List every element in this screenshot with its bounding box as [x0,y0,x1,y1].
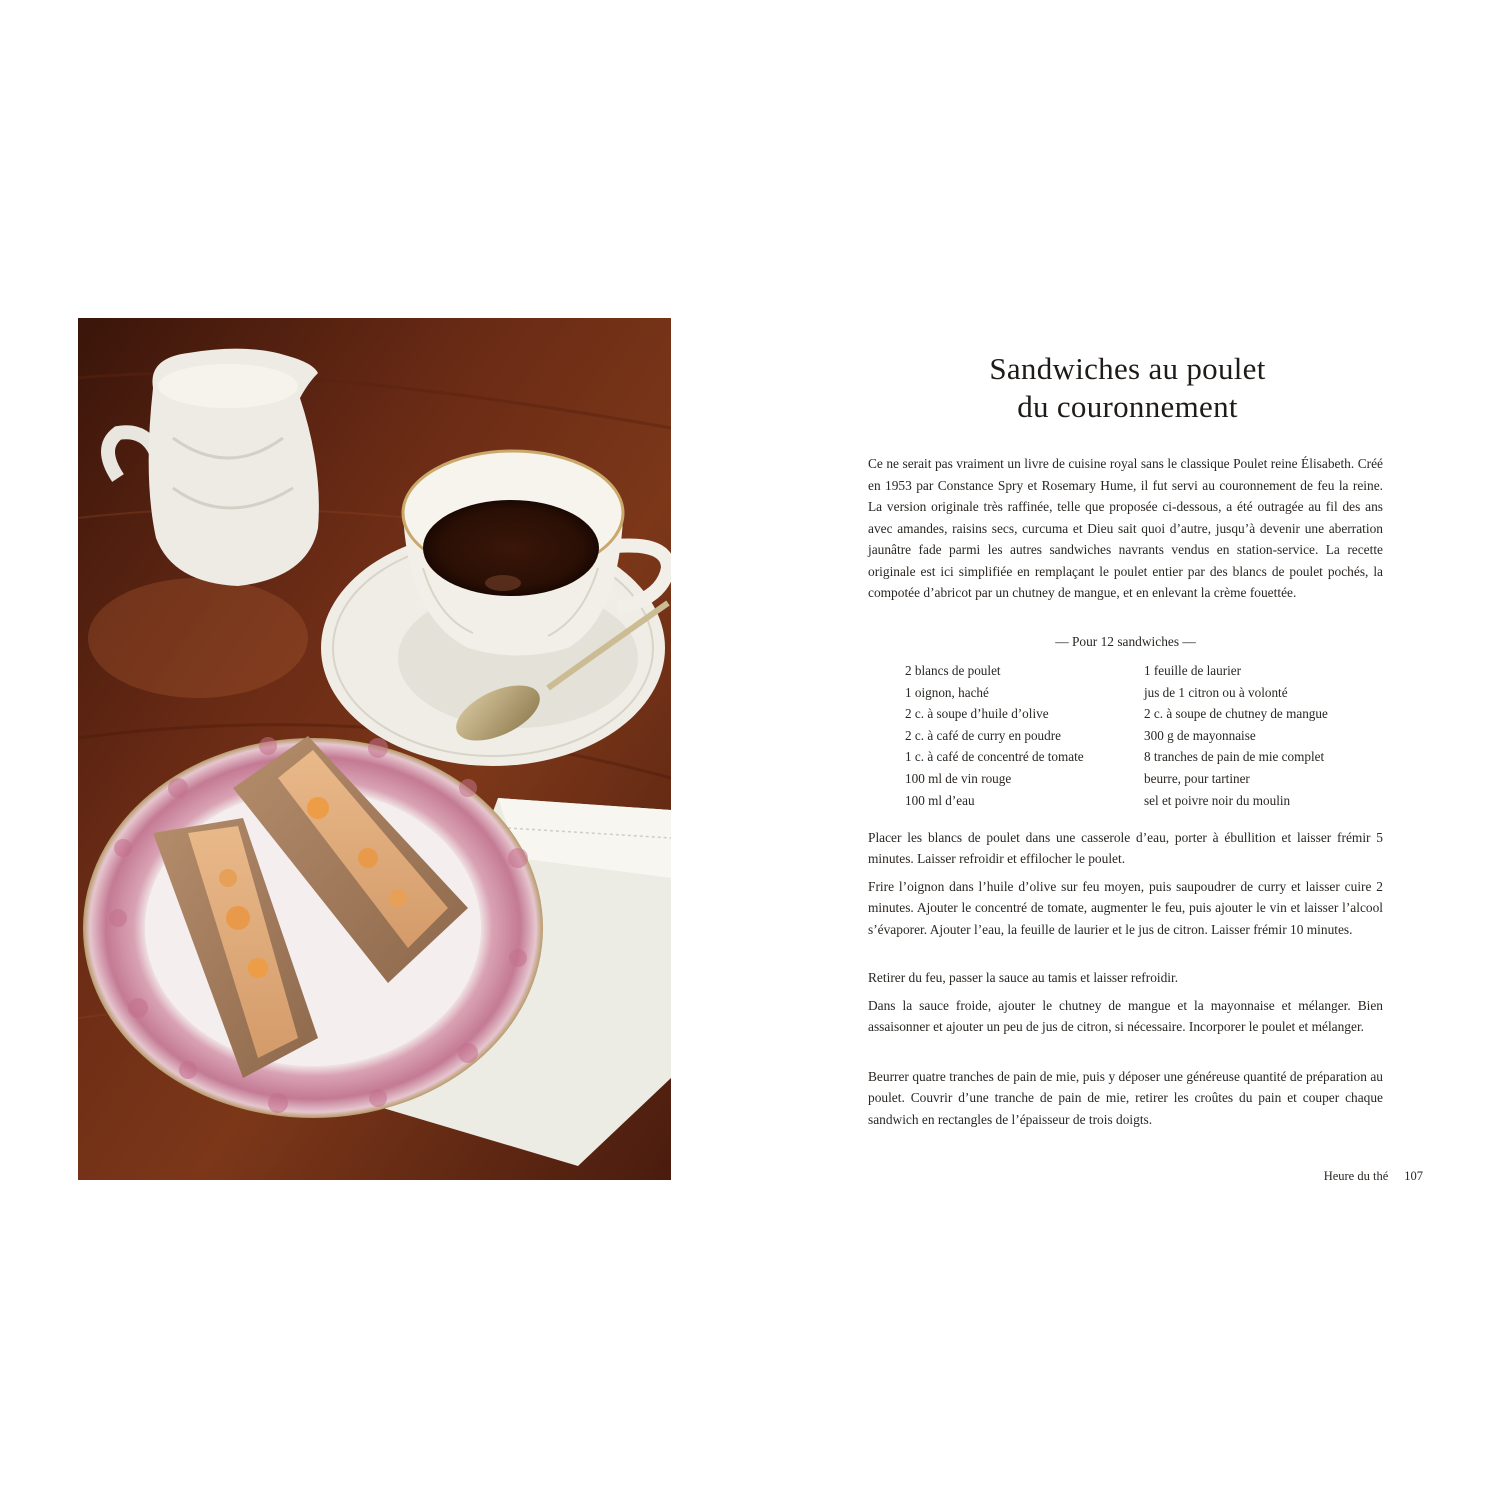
recipe-title-line-1: Sandwiches au poulet [989,351,1266,386]
ingredient-item: 2 c. à soupe d’huile d’olive [905,706,1049,722]
recipe-title-line-2: du couronnement [1017,389,1238,424]
recipe-yield: — Pour 12 sandwiches — [1055,634,1196,649]
recipe-step: Dans la sauce froide, ajouter le chutney de mangue et la mayonnaise et mélanger. Bien assaisonner et ajouter un peu de jus de citron, si nécessaire. Incorporer le poulet et mélanger. [868,998,1383,1035]
recipe-step: Retirer du feu, passer la sauce au tamis et laisser refroidir. [868,970,1179,985]
ingredient-item: 100 ml de vin rouge [905,770,1012,786]
ingredient-item: 2 c. à café de curry en poudre [905,727,1061,743]
ingredients-list-left [905,660,1135,811]
footer-section-title: Heure du thé [1323,1169,1389,1183]
ingredient-item: 100 ml d’eau [905,792,975,808]
ingredient-item: 1 oignon, haché [905,684,989,700]
page-footer [1240,1167,1423,1185]
ingredient-item: 2 blancs de poulet [905,663,1001,678]
ingredient-item: 2 c. à soupe de chutney de mangue [1144,706,1328,722]
recipe-step: Placer les blancs de poulet dans une casserole d’eau, porter à ébullition et laisser frémir 5 minutes. Laisser refroidir et effilocher le poulet. [868,830,1383,867]
ingredient-item: 8 tranches de pain de mie complet [1144,749,1325,765]
recipe-title [870,350,1385,426]
ingredient-item: jus de 1 citron ou à volonté [1144,684,1288,700]
recipe-step: Frire l’oignon dans l’huile d’olive sur feu moyen, puis saupoudrer de curry et laisser cuire 2 minutes. Ajouter le concentré de tomate, augmenter le feu, puis ajouter le vin et laisser l’alcool s’évaporer. Ajouter l’eau, la feuille de laurier et le jus de citron. Laisser frémir 10 minutes. [868,879,1383,937]
ingredient-item: 1 c. à café de concentré de tomate [905,749,1084,765]
recipe-photo [78,318,671,1180]
ingredients-list-right [1144,660,1384,811]
ingredient-item: 1 feuille de laurier [1144,663,1242,678]
ingredient-item: 300 g de mayonnaise [1144,727,1256,743]
page-number: 107 [1404,1169,1423,1183]
recipe-intro: Ce ne serait pas vraiment un livre de cuisine royal sans le classique Poulet reine Élisabeth. Créé en 1953 par Constance Spry et Rosemary Hume, il fut servi au couronnement de feu la reine. La version originale très raffinée, telle que proposée ci-dessous, a été outragée au fil des ans avec amandes, raisins secs, curcuma et Dieu sait quoi d’autre, jusqu’à devenir une aberration jaunâtre fade parmi les autres sandwiches navrants vendus en station-service. La recette originale est ici simplifiée en remplaçant le poulet entier par des blancs de poulet pochés, la compotée d’abricot par un chutney de mangue, et en enlevant la crème fouettée. [868,456,1383,600]
ingredient-item: sel et poivre noir du moulin [1144,792,1291,808]
recipe-step: Beurrer quatre tranches de pain de mie, puis y déposer une généreuse quantité de préparation au poulet. Couvrir d’une tranche de pain de mie, retirer les croûtes du pain et couper chaque sandwich en rectangles de l’épaisseur de trois doigts. [868,1069,1383,1127]
ingredient-item: beurre, pour tartiner [1144,770,1250,786]
